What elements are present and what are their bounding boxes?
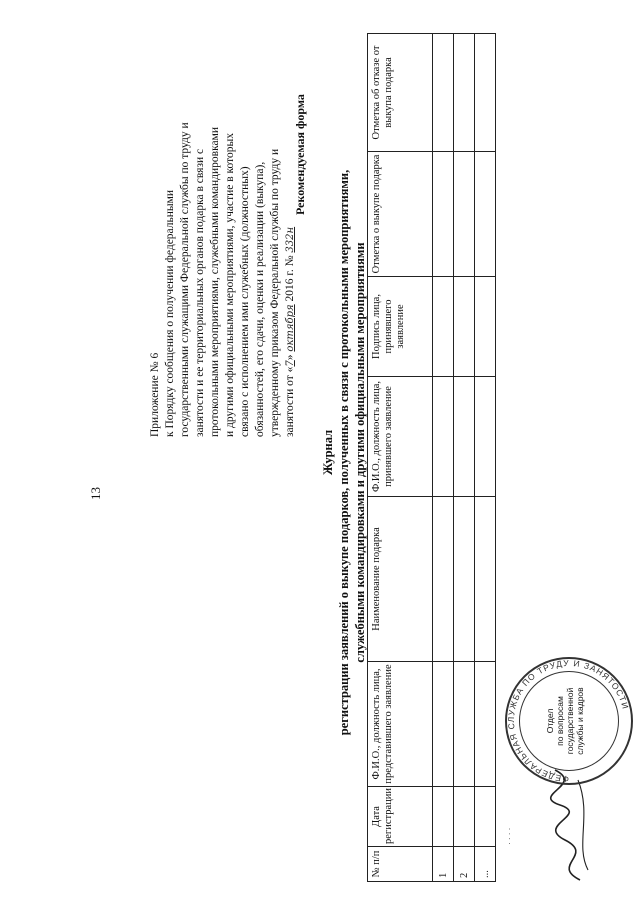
table-cell (433, 34, 454, 152)
table-cell (433, 277, 454, 377)
header-signature: Подпись лица, принявшего заявление (368, 277, 433, 377)
appendix-line: связано с исполнением ими служебных (должностных) (239, 166, 251, 437)
appendix-line: Приложение № 6 (149, 352, 161, 437)
official-stamp (505, 657, 633, 785)
journal-title: Журнал (321, 429, 335, 476)
header-number: № п/п (368, 847, 433, 882)
table-cell (475, 277, 496, 377)
journal-table (367, 33, 496, 882)
table-cell (475, 787, 496, 847)
stamp-line: Отдел (545, 708, 555, 734)
header-gift-name: Наименование подарка (368, 497, 433, 662)
table-cell (454, 787, 475, 847)
table-cell (454, 497, 475, 662)
date-sep: » (284, 354, 296, 361)
recommended-form-label: Рекомендуемая форма (293, 94, 307, 215)
table-cell (475, 34, 496, 152)
page-number: 13 (88, 487, 103, 500)
appendix-line: обязанностей, его сдачи, оценки и реализации (выкупа), (254, 161, 266, 437)
date-month: октября (285, 304, 296, 352)
table-cell: 1 (433, 847, 454, 882)
appendix-line: занятости и ее территориальных органов подарка в связи с (194, 148, 206, 437)
date-number: 332н (285, 226, 296, 253)
stamp-line: по вопросам (555, 696, 565, 746)
table-cell (454, 34, 475, 152)
table-cell (433, 497, 454, 662)
header-refusal-mark: Отметка об отказе от выкупа подарка (368, 34, 433, 152)
table-cell: 2 (454, 847, 475, 882)
stamp-inner-text (545, 683, 585, 759)
date-year: 2016 г. № (284, 255, 296, 302)
appendix-line: государственными служащими Федеральной службы по труду и (179, 122, 191, 437)
appendix-line: протокольными мероприятиями, служебными командировками (209, 126, 221, 437)
appendix-line: и другими официальными мероприятиями, участие в которых (224, 133, 236, 437)
header-date: Дата регистрации (368, 787, 433, 847)
table-cell (475, 152, 496, 277)
header-submitter: Ф.И.О., должность лица, представившего заявление (368, 662, 433, 787)
date-prefix: занятости от « (284, 366, 296, 437)
date-day: 7 (285, 360, 296, 367)
table-row (433, 34, 454, 882)
appendix-block (148, 17, 298, 437)
table-cell (475, 497, 496, 662)
header-receiver: Ф.И.О., должность лица, принявшего заявление (368, 377, 433, 497)
table-cell (433, 662, 454, 787)
table-cell (433, 377, 454, 497)
table-cell: ... (475, 847, 496, 882)
journal-subtitle-1: регистрации заявлений о выкупе подарков, полученных в связи с протокольными мероприятиями, (337, 169, 351, 736)
stamp-line: государственной (565, 687, 575, 755)
scan-marks: · · · · (505, 827, 514, 845)
svg-text:ФЕДЕРАЛЬНАЯ СЛУЖБА ПО ТРУДУ И: ФЕДЕРАЛЬНАЯ СЛУЖБА ПО ТРУДУ И ЗАНЯТОСТИ (505, 657, 631, 785)
stamp-line: службы и кадров (575, 687, 585, 755)
table-cell (433, 787, 454, 847)
journal-title-block (320, 0, 368, 905)
table-row (475, 34, 496, 882)
appendix-date-line (283, 17, 298, 437)
table-cell (475, 662, 496, 787)
table-cell (475, 377, 496, 497)
journal-subtitle-2: служебными командировками и другими официальными мероприятиями (353, 242, 367, 663)
appendix-line: к Порядку сообщения о получении федеральными (164, 189, 176, 437)
table-cell (454, 662, 475, 787)
table-cell (433, 152, 454, 277)
table-cell (454, 152, 475, 277)
table-row (454, 34, 475, 882)
table-header-row (368, 34, 433, 882)
table-cell (454, 377, 475, 497)
table-cell (454, 277, 475, 377)
appendix-line: утвержденному приказом Федеральной службы по труду и (269, 148, 281, 437)
header-buyout-mark: Отметка о выкупе подарка (368, 152, 433, 277)
